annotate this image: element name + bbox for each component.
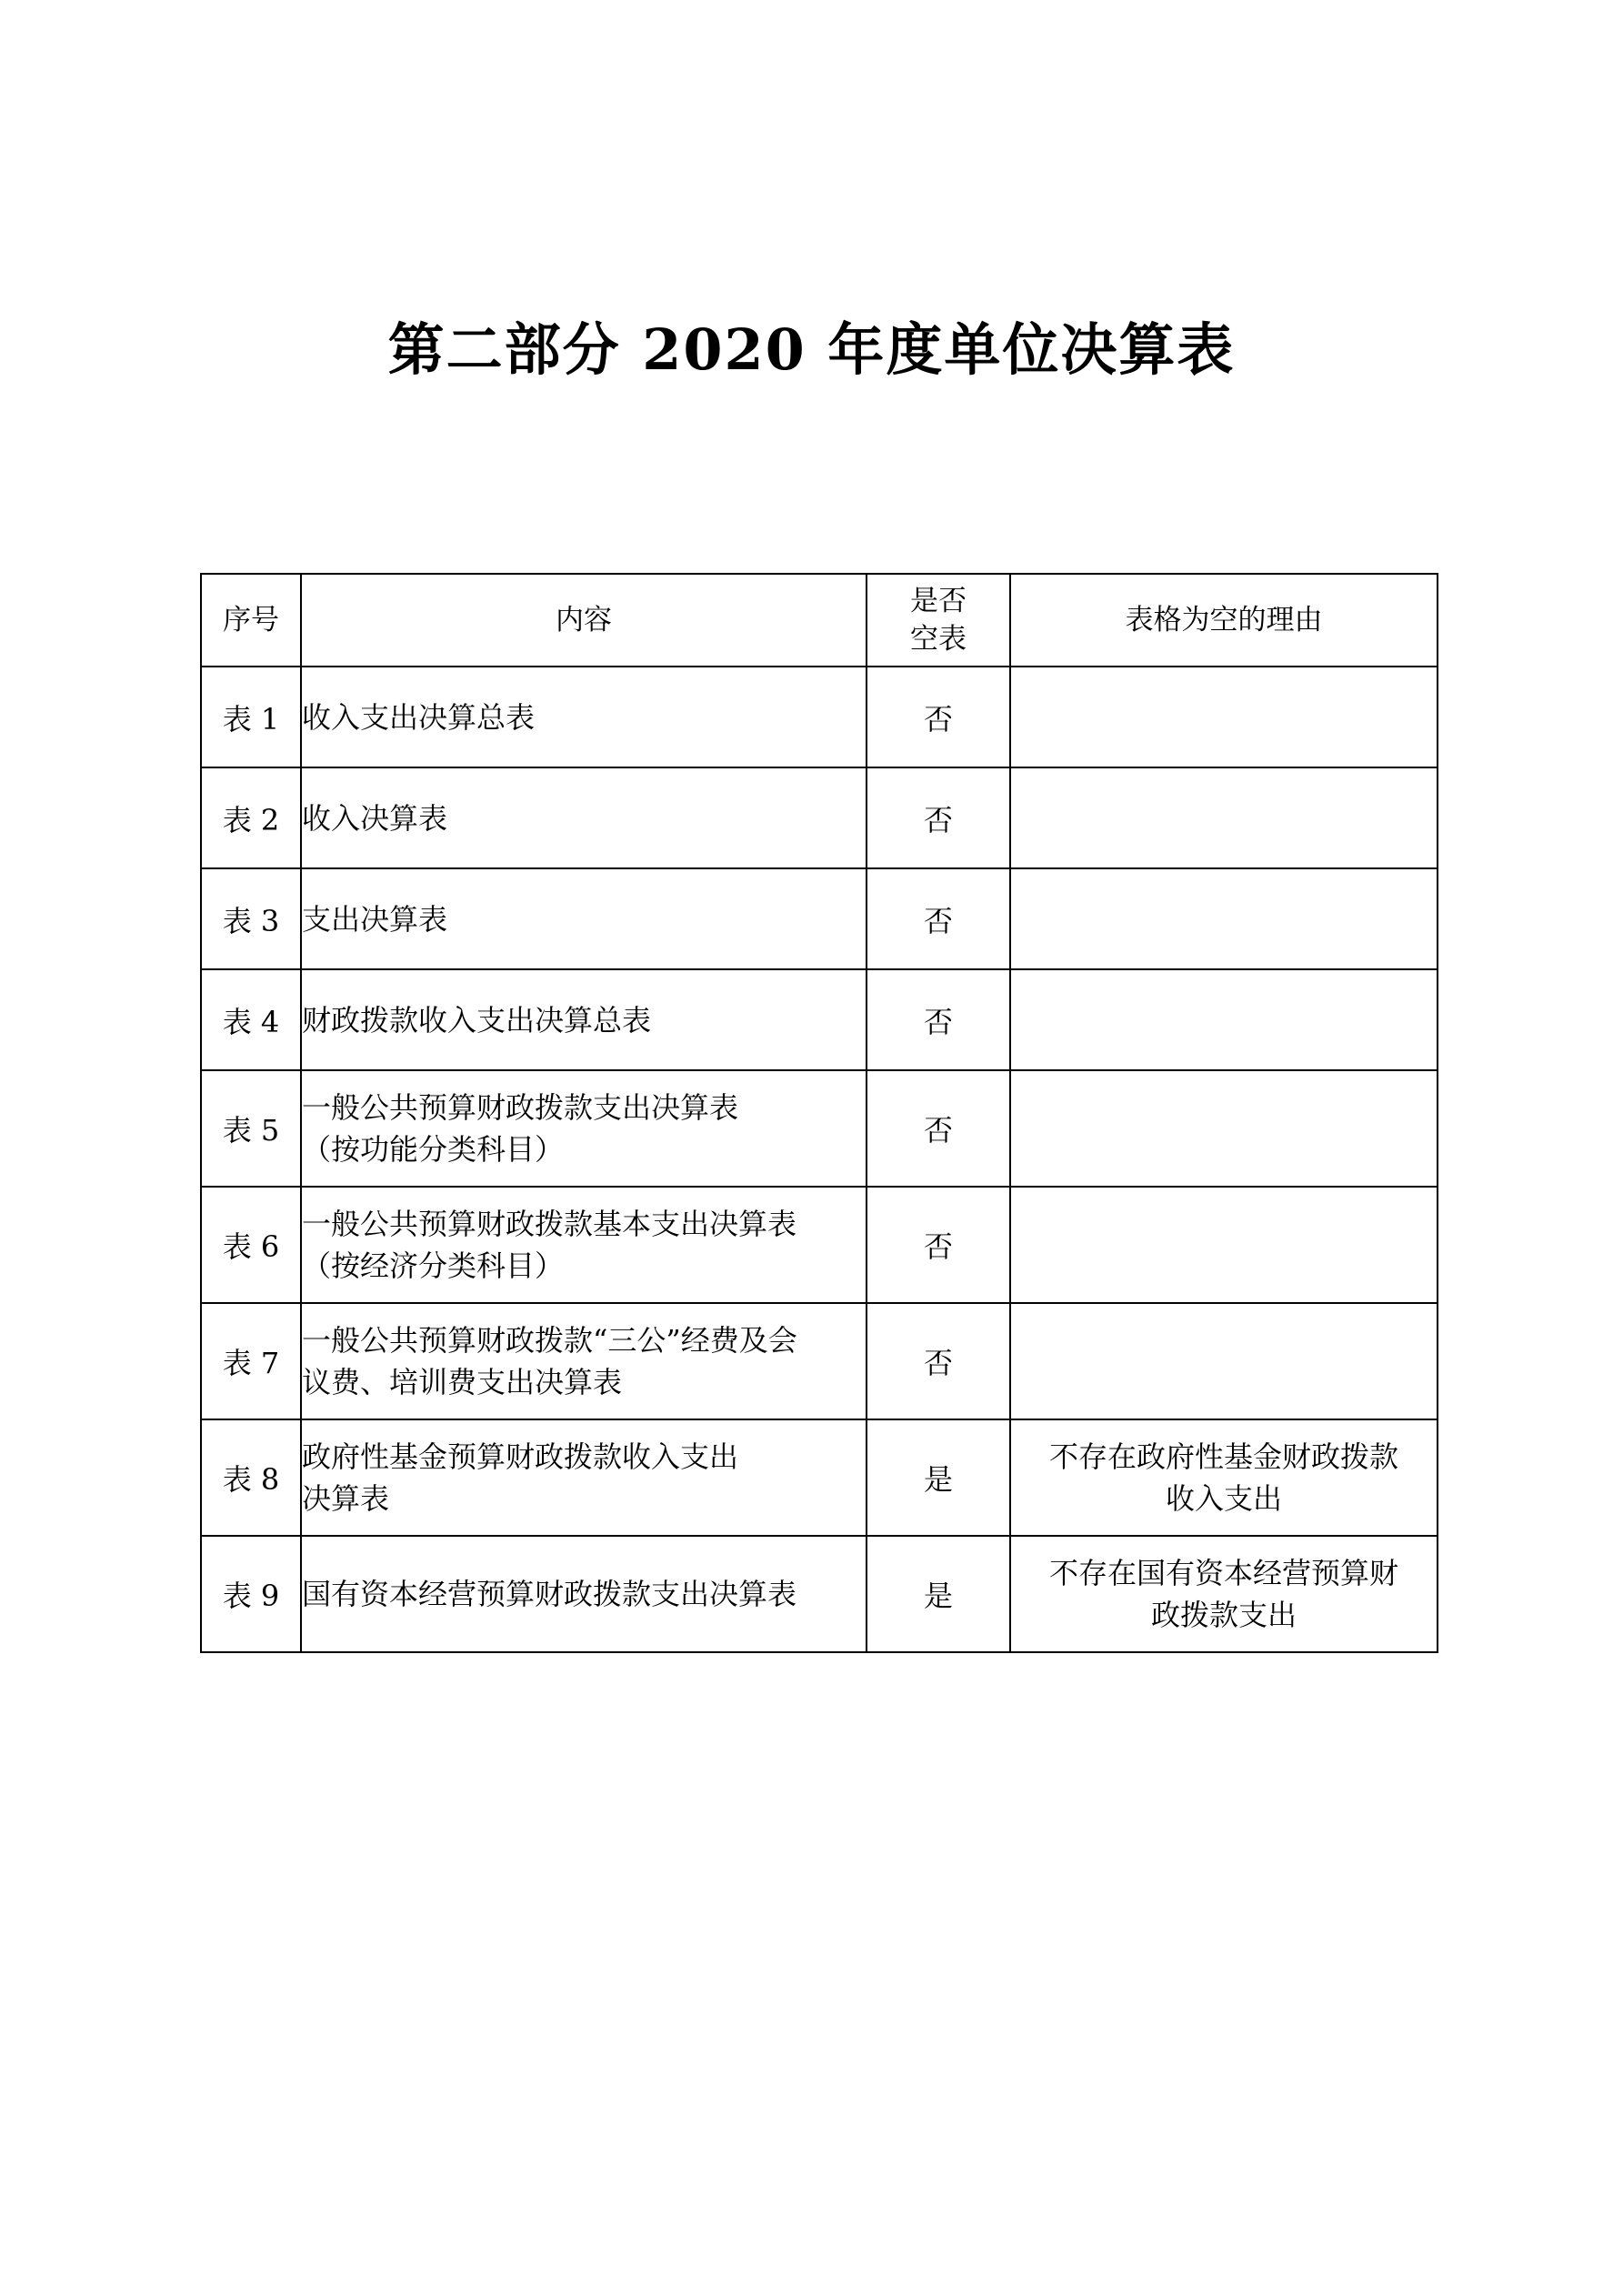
row-serial-number: 表 7 [201, 1303, 301, 1419]
budget-table-index [200, 573, 1438, 1653]
table-row [201, 1187, 1438, 1303]
row-serial-number: 表 6 [201, 1187, 301, 1303]
row-content [301, 1536, 867, 1652]
row-content-line1: 国有资本经营预算财政拨款支出决算表 [302, 1577, 797, 1611]
header-content: 内容 [301, 574, 867, 667]
row-content [301, 1187, 867, 1303]
row-empty-reason [1010, 1070, 1438, 1187]
row-content [301, 767, 867, 868]
table-row [201, 767, 1438, 868]
row-serial-number: 表 9 [201, 1536, 301, 1652]
table-row [201, 868, 1438, 969]
row-is-empty: 否 [867, 767, 1010, 868]
table-row [201, 969, 1438, 1070]
header-is-empty-line1: 是否 [910, 585, 967, 617]
table-row [201, 1303, 1438, 1419]
row-content-line2: 决算表 [302, 1481, 390, 1516]
row-reason-line1: 不存在政府性基金财政拨款 [1048, 1439, 1398, 1474]
row-content-line1: 收入支出决算总表 [302, 699, 536, 735]
row-content-line1: 收入决算表 [302, 800, 448, 836]
header-is-empty [867, 574, 1010, 667]
header-serial-number: 序号 [201, 574, 301, 667]
row-is-empty: 否 [867, 868, 1010, 969]
row-content-line1: 一般公共预算财政拨款支出决算表 [302, 1090, 739, 1125]
row-content [301, 868, 867, 969]
row-serial-number: 表 2 [201, 767, 301, 868]
row-content [301, 1070, 867, 1187]
row-content-line2: （按经济分类科目） [302, 1248, 565, 1283]
row-empty-reason [1010, 1419, 1438, 1536]
table-row [201, 1070, 1438, 1187]
row-is-empty: 否 [867, 667, 1010, 767]
row-is-empty: 否 [867, 1187, 1010, 1303]
row-empty-reason [1010, 969, 1438, 1070]
row-reason-line2: 收入支出 [1165, 1481, 1282, 1516]
header-is-empty-line2: 空表 [910, 623, 967, 656]
row-content [301, 1419, 867, 1536]
row-serial-number: 表 3 [201, 868, 301, 969]
row-is-empty: 否 [867, 1070, 1010, 1187]
row-empty-reason [1010, 767, 1438, 868]
row-serial-number: 表 1 [201, 667, 301, 767]
table-header-row [201, 574, 1438, 667]
row-empty-reason [1010, 1536, 1438, 1652]
row-is-empty: 是 [867, 1536, 1010, 1652]
row-content-line2: （按功能分类科目） [302, 1132, 565, 1167]
row-content-line1: 一般公共预算财政拨款“三公”经费及会 [302, 1323, 797, 1358]
row-is-empty: 是 [867, 1419, 1010, 1536]
row-serial-number: 表 4 [201, 969, 301, 1070]
row-serial-number: 表 8 [201, 1419, 301, 1536]
row-serial-number: 表 5 [201, 1070, 301, 1187]
row-content [301, 667, 867, 767]
row-empty-reason [1010, 1187, 1438, 1303]
row-reason-line2: 政拨款支出 [1150, 1598, 1297, 1632]
row-empty-reason [1010, 667, 1438, 767]
page-title: 第二部分 2020 年度单位决算表 [387, 316, 1236, 383]
row-content-line1: 支出决算表 [302, 901, 448, 937]
table-row [201, 1419, 1438, 1536]
table-row [201, 667, 1438, 767]
row-content [301, 969, 867, 1070]
row-content-line1: 政府性基金预算财政拨款收入支出 [302, 1439, 739, 1474]
row-is-empty: 否 [867, 969, 1010, 1070]
row-content-line1: 一般公共预算财政拨款基本支出决算表 [302, 1207, 797, 1241]
row-is-empty: 否 [867, 1303, 1010, 1419]
table-row [201, 1536, 1438, 1652]
row-empty-reason [1010, 1303, 1438, 1419]
row-content [301, 1303, 867, 1419]
row-content-line2: 议费、培训费支出决算表 [302, 1365, 623, 1399]
header-empty-reason: 表格为空的理由 [1010, 574, 1438, 667]
row-content-line1: 财政拨款收入支出决算总表 [302, 1002, 652, 1038]
row-reason-line1: 不存在国有资本经营预算财 [1048, 1556, 1398, 1590]
row-empty-reason [1010, 868, 1438, 969]
